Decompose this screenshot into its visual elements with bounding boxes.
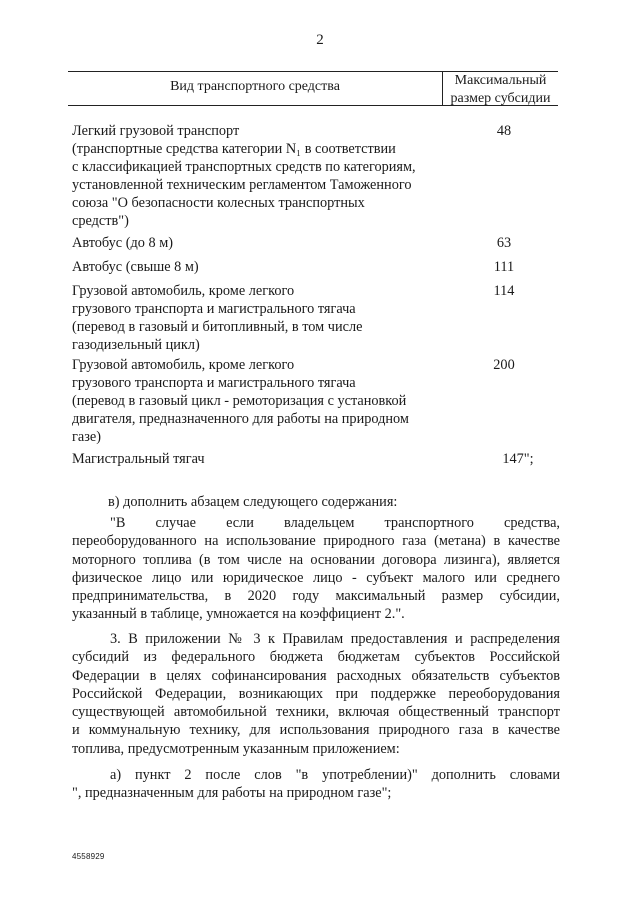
paragraph-line: предпринимательства, в 2020 году максимальный размер субсидии, bbox=[72, 588, 560, 605]
paragraph-line: Федерации в целях софинансирования расходных обязательств субъектов bbox=[72, 667, 560, 684]
paragraph-line: ", предназначенным для работы на природном газе"; bbox=[72, 785, 392, 802]
row-line: с классификацией транспортных средств по категориям, bbox=[72, 159, 416, 175]
row-line: грузового транспорта и магистрального тягача bbox=[72, 301, 356, 317]
paragraph-line: переоборудованного на использование природного газа (метана) в качестве bbox=[72, 533, 560, 550]
row-line: Легкий грузовой транспорт bbox=[72, 123, 240, 139]
row-line: Грузовой автомобиль, кроме легкого bbox=[72, 283, 295, 299]
paragraph-line: существующей автомобильной техники, включая общественный транспорт bbox=[72, 704, 560, 721]
table-value-bus-small: 63 bbox=[496, 235, 512, 251]
row-line: Автобус (свыше 8 м) bbox=[72, 259, 199, 275]
paragraph-line: моторного топлива (в том числе на основании договора лизинга), является bbox=[72, 551, 560, 568]
row-line: газодизельный цикл) bbox=[72, 337, 200, 353]
quoted-paragraph bbox=[72, 514, 560, 624]
row-line: газе) bbox=[72, 429, 101, 445]
paragraph-line: 3. В приложении № 3 к Правилам предоставления и распределения bbox=[110, 631, 560, 647]
item-a-paragraph bbox=[72, 766, 560, 803]
row-line: (перевод в газовый и битопливный, в том числе bbox=[72, 319, 363, 335]
row-line: Автобус (до 8 м) bbox=[72, 235, 174, 251]
paragraph-line: и коммунальную технику, для использования природного газа в качестве bbox=[72, 722, 560, 739]
table-row-light-truck bbox=[72, 122, 444, 230]
row-line: Грузовой автомобиль, кроме легкого bbox=[72, 357, 295, 373]
row-line: Магистральный тягач bbox=[72, 451, 205, 467]
row-line: установленной техническим регламентом Таможенного bbox=[72, 177, 412, 193]
table-header-max-subsidy bbox=[443, 71, 558, 108]
row-line: союза "О безопасности колесных транспортных bbox=[72, 195, 365, 211]
row-line: грузового транспорта и магистрального тягача bbox=[72, 375, 356, 391]
row-line: (транспортные средства категории N₁ в соответствии bbox=[72, 141, 396, 157]
paragraph-line: "В случае если владельцем транспортного средства, bbox=[110, 515, 560, 531]
table-value-bus-large: 111 bbox=[493, 259, 515, 275]
paragraph-line: топлива, предусмотренным указанным приложением: bbox=[72, 740, 400, 757]
document-code: 4558929 bbox=[72, 852, 105, 861]
table-value-main-tractor: 147"; bbox=[502, 451, 534, 467]
paragraph-line: Российской Федерации, возникающих при поддержке переоборудования bbox=[72, 685, 560, 702]
row-line: двигателя, предназначенного для работы на природном bbox=[72, 411, 409, 427]
table-row-bus-large bbox=[72, 258, 444, 276]
row-line: средств") bbox=[72, 213, 129, 229]
paragraph-line: физическое лицо или юридическое лицо - субъект малого или среднего bbox=[72, 569, 560, 586]
header-line: размер субсидии bbox=[450, 91, 551, 106]
table-value-light-truck: 48 bbox=[496, 123, 512, 139]
table-row-truck-bifuel bbox=[72, 282, 444, 354]
header-line: Максимальный bbox=[454, 73, 547, 88]
table-value-truck-bifuel: 114 bbox=[493, 283, 515, 299]
table-row-bus-small bbox=[72, 234, 444, 252]
table-header-vehicle-type: Вид транспортного средства bbox=[170, 79, 340, 94]
table-row-main-tractor bbox=[72, 450, 444, 468]
paragraph-line: указанный в таблице, умножается на коэффициент 2.". bbox=[72, 606, 405, 623]
page-number: 2 bbox=[316, 32, 324, 48]
row-line: (перевод в газовый цикл - ремоторизация с установкой bbox=[72, 393, 407, 409]
paragraph-line: субсидий из федерального бюджета бюджетам субъектов Российской bbox=[72, 649, 560, 666]
table-value-truck-remotorization: 200 bbox=[493, 357, 515, 373]
paragraph-line: а) пункт 2 после слов "в употреблении)" дополнить словами bbox=[110, 767, 560, 783]
paragraph-v: в) дополнить абзацем следующего содержания: bbox=[108, 494, 398, 510]
section-3-paragraph bbox=[72, 630, 560, 758]
table-row-truck-remotorization bbox=[72, 356, 444, 446]
